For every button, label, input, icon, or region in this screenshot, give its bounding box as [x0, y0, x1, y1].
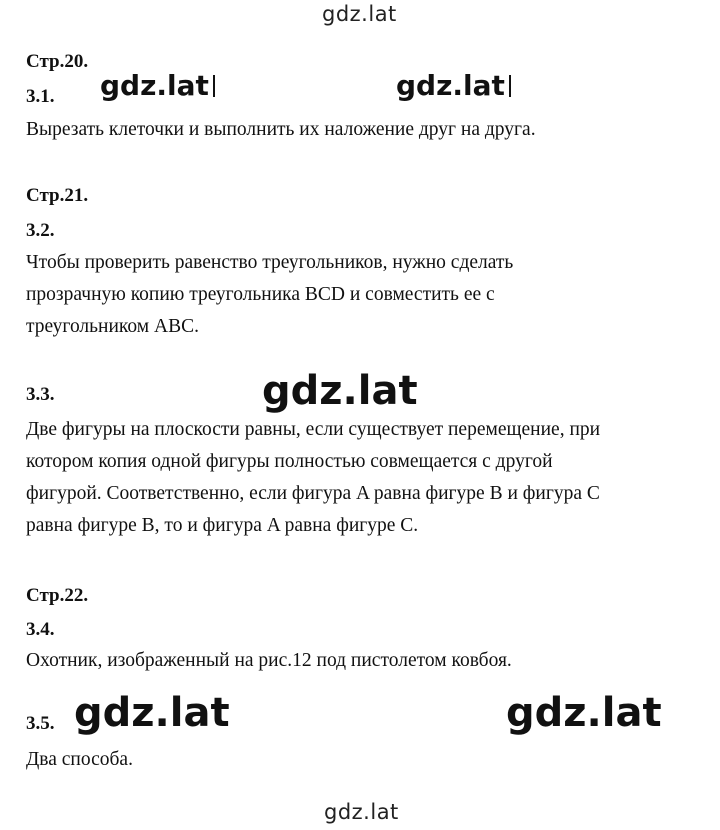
exercise-number-3-2: 3.2.	[26, 220, 55, 241]
text-line: прозрачную копию треугольника BCD и совместить ее с	[26, 284, 495, 305]
watermark-row2-right: gdz.lat	[506, 690, 662, 736]
text-line: равна фигуре B, то и фигура A равна фигуре C.	[26, 515, 419, 536]
watermark-middle: gdz.lat	[262, 368, 418, 414]
watermark-row2-left: gdz.lat	[74, 690, 230, 736]
exercise-number-3-4: 3.4.	[26, 619, 55, 640]
exercise-text-3-4: Охотник, изображенный на рис.12 под пистолетом ковбоя.	[26, 650, 512, 671]
text-line: котором копия одной фигуры полностью совмещается с другой	[26, 451, 553, 472]
exercise-text-3-5: Два способа.	[26, 749, 133, 770]
page-heading-20: Стр.20.	[26, 51, 89, 72]
exercise-number-3-1: 3.1.	[26, 86, 55, 107]
watermark-row1-right: gdz.lat	[396, 69, 511, 102]
watermark-bottom: gdz.lat	[324, 800, 399, 824]
exercise-text-3-3	[26, 414, 600, 542]
exercise-number-3-3: 3.3.	[26, 384, 55, 405]
text-line: Чтобы проверить равенство треугольников, нужно сделать	[26, 252, 514, 273]
page-heading-22: Стр.22.	[26, 585, 89, 606]
watermark-row1-left: gdz.lat	[100, 69, 215, 102]
exercise-text-3-2	[26, 247, 513, 343]
page-heading-21: Стр.21.	[26, 185, 89, 206]
text-line: фигурой. Соответственно, если фигура A равна фигуре B и фигура C	[26, 483, 600, 504]
text-line: Две фигуры на плоскости равны, если существует перемещение, при	[26, 419, 601, 440]
exercise-number-3-5: 3.5.	[26, 713, 55, 734]
watermark-top: gdz.lat	[322, 2, 397, 26]
exercise-text-3-1: Вырезать клеточки и выполнить их наложение друг на друга.	[26, 119, 536, 140]
text-line: треугольником ABC.	[26, 316, 199, 337]
